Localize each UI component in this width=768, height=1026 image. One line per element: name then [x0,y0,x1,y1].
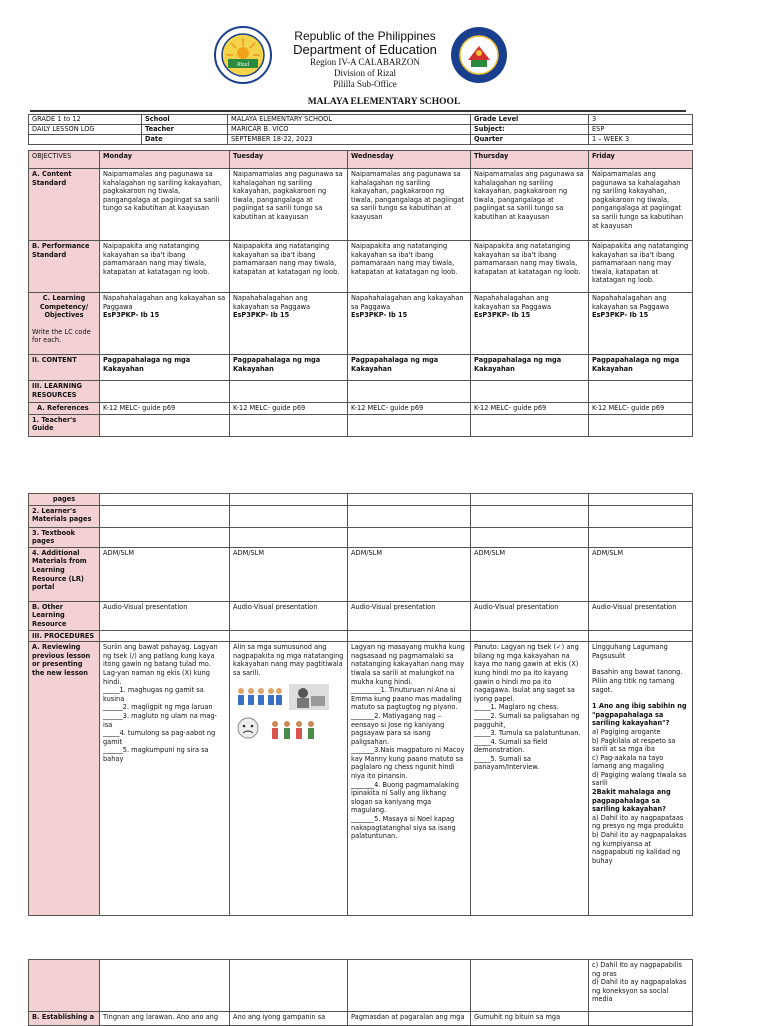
quiz-choice: a) Dahil ito ay nagpapataas ng presyo ng mga produkto [592,813,684,831]
subject-value: ESP [589,125,693,135]
learning-competency-note: Write the LC code for each. [32,327,91,345]
learners-materials-row [29,505,693,527]
date-value: SEPTEMBER 18-22, 2023 [228,135,471,145]
textbook-label: 3. Textbook pages [29,527,100,547]
subject-label: Subject: [471,125,589,135]
date-label: Date [142,135,228,145]
friday-header: Friday [589,151,693,169]
lc-monday [100,293,230,355]
review-wed-item: _______2. Matiyagang nag – eensayo si Jose ng kaniyang pagsayaw para sa isang paligsahan. [351,711,445,746]
content-thursday: Pagpapahalaga ng mga Kakayahan [471,355,589,381]
teachers-guide-row [29,414,693,436]
review-thu-item: _____3. Tumula sa palatuntunan. [474,729,581,738]
other-resources-row [29,601,693,630]
adm-wednesday: ADM/SLM [348,547,471,601]
lc-friday [589,293,693,355]
empty-cell [471,960,589,1012]
review-wed-item: _________1. Tinuturuan ni Ana si Emma kung paano mas madaling matuto sa pagtugtog ng piyano. [351,686,462,712]
adm-thursday: ADM/SLM [471,547,589,601]
activity-pictures-2 [233,716,344,742]
lc-tuesday [230,293,348,355]
review-mon-item: ______3. magluto ng ulam na mag-isa [103,711,217,729]
content-tuesday: Pagpapahalaga ng mga Kakayahan [230,355,348,381]
empty-cell [589,494,693,506]
establish-monday: Tingnan ang larawan. Ano ano ang [100,1012,230,1026]
lc-text: Napahahalagahan ang kakayahan sa Paggawa [474,294,552,311]
empty-cell [348,527,471,547]
references-wednesday: K-12 MELC- guide p69 [348,403,471,415]
header-divider [30,110,686,112]
wednesday-header: Wednesday [348,151,471,169]
review-thu-item: _____4. Sumali sa field demonstration. [474,737,548,755]
lc-thursday [471,293,589,355]
review-wednesday [348,642,471,916]
empty-cell [471,505,589,527]
performance-standard-thursday: Naipapakita ang natatanging kakayahan sa iba't ibang pamamaraan nang may tiwala, katapatan at katatagan ng loob. [471,241,589,293]
performance-standard-friday: Naipapakita ang natatanging kakayahan sa iba't ibang pamamaraan nang may tiwala, katapatan at katatagan ng loob. [589,241,693,293]
procedures-row [29,630,693,642]
review-wed-intro: Lagyan ng masayang mukha kung nagsasaad ng pagmamalaki sa natatanging kakayahan nang may tiwala sa sarili at malungkot na mukha kung hindi. [351,643,465,686]
republic-line: Republic of the Philippines [294,29,436,43]
children-group-picture-icon [233,684,285,710]
objectives-header: OBJECTIVES [29,151,100,169]
empty-cell [589,1012,693,1026]
lesson-table-part-3 [28,959,693,1026]
performance-standard-tuesday: Naipapakita ang natatanging kakayahan sa iba't ibang pamamaraan nang may tiwala, katapatan at katatagan ng loob. [230,241,348,293]
empty-cell [230,494,348,506]
empty-cell [100,381,230,403]
review-mon-item: ______2. magligpit ng mga laruan [103,703,213,712]
quarter-label: Quarter [471,135,589,145]
lesson-table-part-2 [28,493,693,916]
review-monday [100,642,230,916]
activity-pictures [233,684,344,710]
quiz-question-1: 1 Ano ang ibig sabihin ng "pagpapahalaga sa sariling kakayahan"? [592,702,687,728]
empty-cell [230,630,348,642]
performance-standard-label: B. Performance Standard [29,241,100,293]
tuesday-header: Tuesday [230,151,348,169]
days-header-row [29,151,693,169]
quiz-choice: a) Pagiging arogante [592,727,661,736]
reviewing-label: A. Reviewing previous lesson or presenting the new lesson [29,642,100,916]
content-wednesday: Pagpapahalaga ng mga Kakayahan [348,355,471,381]
review-wed-item: _______3.Nais magpaturo ni Macoy kay Manny kung paano matuto sa paglalaro ng chess ngunit hindi niya ito pinansin. [351,746,465,781]
lc-code: EsP3PKP- Ib 15 [351,311,408,320]
empty-cell [230,527,348,547]
review-thu-item: _____1. Maglaro ng chess. [474,703,559,712]
additional-materials-row [29,547,693,601]
learning-competency-row [29,293,693,355]
lc-text: Napahahalagahan ang kakayahan sa Paggawa [103,294,226,311]
adm-tuesday: ADM/SLM [230,547,348,601]
quiz-choice: b) Pagkilala at respeto sa sarili at sa mga iba [592,736,676,754]
empty-cell [589,630,693,642]
empty-cell [589,527,693,547]
review-mon-item: ______5. magkumpuni ng sira sa bahay [103,746,209,763]
monday-header: Monday [100,151,230,169]
empty-cell [100,494,230,506]
adm-friday: ADM/SLM [589,547,693,601]
empty-cell [100,505,230,527]
references-label: A. References [29,403,100,415]
content-standard-friday: Naipamamalas ang pagunawa sa kahalagahan ng sariling kakayahan, pagkakaroon ng tiwala, pangangalaga at pagiingat sa sarili tungo sa kabutihan at kaayusan [589,169,693,241]
olr-monday: Audio-Visual presentation [100,601,230,630]
empty-cell [471,527,589,547]
performance-standard-wednesday: Naipapakita ang natatanging kakayahan sa iba't ibang pamamaraan nang may tiwala, katapatan at katatagan ng loob. [348,241,471,293]
review-mon-item: _____1. maghugas ng gamit sa kusina [103,686,204,703]
lc-code: EsP3PKP- Ib 15 [233,311,290,320]
review-friday-continued [589,960,693,1012]
content-standard-tuesday: Naipamamalas ang pagunawa sa kahalagahan ng sariling kakayahan, pagkakaroon ng tiwala, pangangalaga at pagiingat sa sarili tungo sa kabutihan at kaayusan [230,169,348,241]
content-monday: Pagpapahalaga ng mga Kakayahan [100,355,230,381]
empty-cell [471,381,589,403]
content-standard-label: A. Content Standard [29,169,100,241]
school-title: MALAYA ELEMENTARY SCHOOL [307,97,461,107]
quiz-choice: b) Dahil ito ay nagpapalakas ng kumpiyansa at nagpapabuti ng kalidad ng buhay [592,831,687,865]
empty-cell [230,381,348,403]
adm-monday: ADM/SLM [100,547,230,601]
olr-friday: Audio-Visual presentation [589,601,693,630]
content-row [29,355,693,381]
school-label: School [142,115,228,125]
info-table [28,114,693,145]
lc-code: EsP3PKP- Ib 15 [103,311,160,320]
review-thu-item: _____5. Sumali sa panayam/Interview. [474,754,540,772]
learning-resources-row [29,381,693,403]
dll-label: DAILY LESSON LOG [29,125,142,135]
quiz-choice: d) Pagiging walang tiwala sa sarili [592,770,687,788]
empty-cell [589,381,693,403]
tg-pages-row [29,494,693,506]
content-friday: Pagpapahalaga ng mga Kakayahan [589,355,693,381]
learning-resources-label: III. LEARNING RESOURCES [29,381,100,403]
empty-cell [100,630,230,642]
performance-standard-monday: Naipapakita ang natatanging kakayahan sa iba't ibang pamamaraan nang may tiwala, katapatan at katatagan ng loob. [100,241,230,293]
grade-level-label: Grade Level [471,115,589,125]
family-picture-icon [267,716,323,742]
empty-cell [348,381,471,403]
empty-cell [589,505,693,527]
establish-wednesday: Pagmasdan at pagaralan ang mga [348,1012,471,1026]
table-row [29,115,693,125]
quiz-question-2: 2Bakit mahalaga ang pagpapahalaga sa sariling kakayahan? [592,788,671,814]
quiz-choice: c) Pag-aakala na tayo lamang ang magaling [592,753,665,771]
empty-cell [230,414,348,436]
reading-child-picture-icon [289,684,329,710]
malaya-elementary-seal-icon [450,26,508,84]
empty-cell [589,414,693,436]
review-tuesday [230,642,348,916]
empty-cell [100,414,230,436]
quiz-choice: d) Dahil ito ay nagpapalakas ng koneksyon sa social media [592,978,687,1004]
references-monday: K-12 MELC- guide p69 [100,403,230,415]
school-value: MALAYA ELEMENTARY SCHOOL [228,115,471,125]
lc-text: Napahahalagahan ang kakayahan sa Paggawa [233,294,311,311]
lc-text: Napahahalagahan ang kakayahan sa Paggawa [351,294,464,311]
quiz-choice: c) Dahil ito ay nagpapabilis ng oras [592,961,682,978]
review-friday [589,642,693,916]
empty-cell [29,960,100,1012]
olr-wednesday: Audio-Visual presentation [348,601,471,630]
establishing-label: B. Establishing a [29,1012,100,1026]
grade-label: GRADE 1 to 12 [29,115,142,125]
department-line: Department of Education [293,42,437,57]
division-line: Division of Rizal [334,68,396,78]
quarter-value: 1 – WEEK 3 [589,135,693,145]
review-wed-item: _______4. Buong pagmamalaking ipinakita ni Sally ang likhang slogan sa kaniyang mga magulang. [351,780,459,815]
review-tue-intro: Alin sa mga sumusunod ang nagpapakita ng mga natatanging kakayahan nang may pagtitiwala sa sarili. [233,643,344,677]
teacher-label: Teacher [142,125,228,135]
empty-cell [348,630,471,642]
review-wed-item: _______5. Masaya si Noel kapag nakapagtatanghal siya sa isang palatuntunan. [351,815,456,841]
empty-cell [471,630,589,642]
quiz-title: Lingguhang Lagumang Pagsusulit [592,643,668,660]
establish-thursday: Gumuhit ng bituin sa mga [471,1012,589,1026]
lesson-table-part-1 [28,150,693,437]
continuation-row [29,960,693,1012]
content-standard-wednesday: Naipamamalas ang pagunawa sa kahalagahan ng sariling kakayahan, pagkakaroon ng tiwala, pangangalaga at pagiingat sa sarili tungo sa kabutihan at kaayusan [348,169,471,241]
crying-child-picture-icon [233,716,263,742]
review-thu-intro: Panuto: Lagyan ng tsek (✓) ang bilang ng mga kakayahan na kaya mo nang gawin at ekis (X) kung hindi mo pa ito kayang gawin o hindi mo pa ito nagagawa. Isulat ang sagot sa iyong papel. [474,643,579,703]
additional-materials-label: 4. Additional Materials from Learning Resource (LR) portal [29,547,100,601]
learning-competency-label: C. Learning Competency/ Objectives [39,294,89,320]
grade-level-value: 3 [589,115,693,125]
other-resources-label: B. Other Learning Resource [29,601,100,630]
content-standard-thursday: Naipamamalas ang pagunawa sa kahalagahan ng sariling kakayahan, pagkakaroon ng tiwala, pangangalaga at pagiingat sa sarili tungo sa kabutihan at kaayusan [471,169,589,241]
empty-cell [348,414,471,436]
table-row [29,135,693,145]
review-thu-item: _____2. Sumali sa paligsahan ng pagguhit, [474,711,580,729]
letterhead [0,0,768,112]
lc-code: EsP3PKP- Ib 15 [474,311,531,320]
blank-cell [29,135,142,145]
table-row [29,125,693,135]
review-mon-item: _____4. tumulong sa pag-aabot ng gamit [103,729,216,746]
quiz-instructions: Basahin ang bawat tanong. Piliin ang titik ng tamang sagot. [592,668,683,694]
content-standard-row [29,169,693,241]
empty-cell [348,494,471,506]
reviewing-row [29,642,693,916]
empty-cell [348,505,471,527]
empty-cell [471,414,589,436]
olr-tuesday: Audio-Visual presentation [230,601,348,630]
establishing-row [29,1012,693,1026]
textbook-row [29,527,693,547]
deped-rizal-seal-icon [214,26,272,84]
learners-materials-label: 2. Learner's Materials pages [29,505,100,527]
content-standard-monday: Naipamamalas ang pagunawa sa kahalagahan ng sariling kakayahan, pagkakaroon ng tiwala, pangangalaga at pagiingat sa sarili tungo sa kabutihan at kaayusan [100,169,230,241]
sub-office-line: Pililla Sub-Office [333,79,397,89]
teachers-guide-label: 1. Teacher's Guide [29,414,100,436]
svg-text:Rizal: Rizal [236,62,250,68]
references-friday: K-12 MELC- guide p69 [589,403,693,415]
learning-competency-label-cell [29,293,100,355]
content-label: II. CONTENT [29,355,100,381]
empty-cell [100,527,230,547]
empty-cell [100,960,230,1012]
establish-tuesday: Ano ang iyong gampanin sa [230,1012,348,1026]
review-thursday [471,642,589,916]
lc-wednesday [348,293,471,355]
tg-pages-label: pages [29,494,100,506]
olr-thursday: Audio-Visual presentation [471,601,589,630]
lc-text: Napahahalagahan ang kakayahan sa Paggawa [592,294,670,311]
empty-cell [348,960,471,1012]
references-row [29,403,693,415]
review-mon-intro: Suriin ang bawat pahayag. Lagyan ng tsek (/) ang patlang kung kaya itong gawin ng batang tulad mo. Lag-yan naman ng ekis (X) kung hindi. [103,643,218,686]
lc-code: EsP3PKP- Ib 15 [592,311,649,320]
performance-standard-row [29,241,693,293]
region-line: Region IV-A CALABARZON [310,57,420,67]
references-tuesday: K-12 MELC- guide p69 [230,403,348,415]
thursday-header: Thursday [471,151,589,169]
empty-cell [230,505,348,527]
empty-cell [230,960,348,1012]
empty-cell [471,494,589,506]
procedures-label: III. PROCEDURES [29,630,100,642]
teacher-value: MARICAR B. VICO [228,125,471,135]
references-thursday: K-12 MELC- guide p69 [471,403,589,415]
